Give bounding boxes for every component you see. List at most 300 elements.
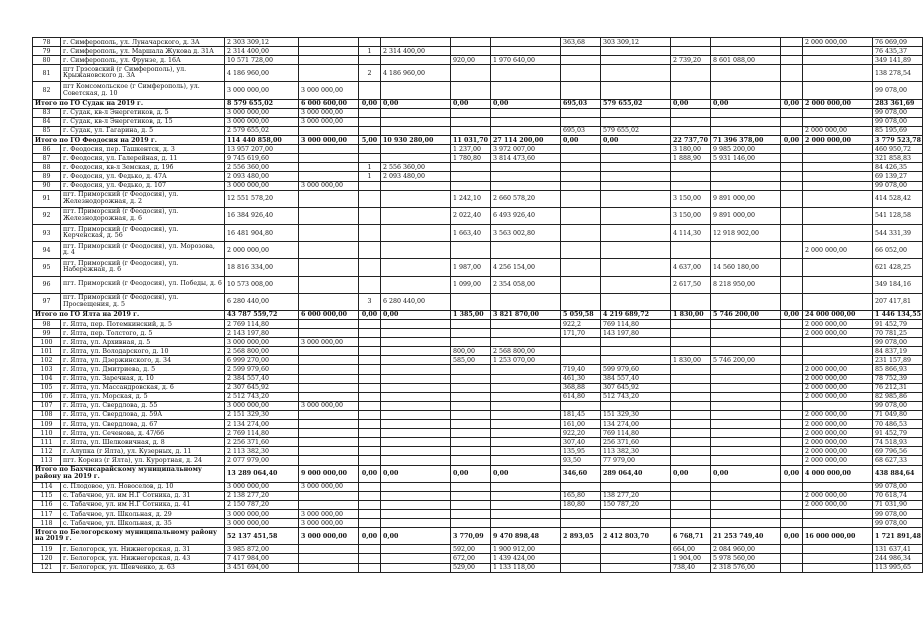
table-cell: 0,00 xyxy=(359,310,381,319)
table-cell: 3 000 000,00 xyxy=(299,117,359,126)
table-cell xyxy=(671,410,711,419)
table-cell: г. Ялта, ул. Дзержинского, д. 34 xyxy=(61,356,225,365)
table-cell xyxy=(451,338,491,347)
table-cell: 76 435,37 xyxy=(873,47,923,56)
table-cell: 2 077 979,00 xyxy=(225,456,299,465)
table-cell: 16 481 904,80 xyxy=(225,224,299,241)
table-cell: 99 078,00 xyxy=(873,108,923,117)
table-cell: 181,45 xyxy=(561,410,601,419)
table-cell: 52 137 451,58 xyxy=(225,528,299,545)
table-cell: 3 000 000,00 xyxy=(299,482,359,491)
table-cell: 1 900 912,00 xyxy=(491,545,561,554)
table-cell: 91 452,79 xyxy=(873,320,923,329)
table-cell: 74 518,93 xyxy=(873,438,923,447)
table-cell xyxy=(671,401,711,410)
table-cell: 85 xyxy=(33,126,61,135)
table-cell: 151 329,30 xyxy=(601,410,671,419)
table-cell xyxy=(491,126,561,135)
table-cell xyxy=(601,47,671,56)
table-cell: 9 470 898,48 xyxy=(491,528,561,545)
table-cell xyxy=(803,56,873,65)
table-cell xyxy=(299,374,359,383)
table-cell xyxy=(359,117,381,126)
table-cell: 11 031,70 xyxy=(451,136,491,145)
table-row xyxy=(33,117,923,126)
table-cell xyxy=(561,259,601,276)
table-cell: 114 xyxy=(33,482,61,491)
table-cell: 5 059,58 xyxy=(561,310,601,319)
table-cell xyxy=(781,563,803,572)
table-cell: 738,40 xyxy=(671,563,711,572)
table-row xyxy=(33,145,923,154)
table-cell: 121 xyxy=(33,563,61,572)
table-cell xyxy=(561,293,601,310)
table-cell xyxy=(561,207,601,224)
table-cell xyxy=(451,38,491,47)
table-cell xyxy=(451,519,491,528)
table-cell: 1 830,00 xyxy=(671,356,711,365)
table-cell xyxy=(671,383,711,392)
table-cell xyxy=(299,347,359,356)
table-cell: 114 440 858,00 xyxy=(225,136,299,145)
table-cell xyxy=(299,293,359,310)
table-cell xyxy=(299,456,359,465)
table-cell xyxy=(359,401,381,410)
table-cell xyxy=(299,126,359,135)
table-cell xyxy=(781,482,803,491)
table-cell xyxy=(561,163,601,172)
table-cell xyxy=(359,447,381,456)
table-cell xyxy=(299,383,359,392)
table-cell: с. Табачное, ул. Школьная, д. 35 xyxy=(61,519,225,528)
table-cell xyxy=(491,65,561,82)
table-cell xyxy=(381,242,451,259)
table-cell xyxy=(781,347,803,356)
table-cell: г. Феодосия, кв-л Земская, д. 19б xyxy=(61,163,225,172)
table-cell: 24 000 000,00 xyxy=(803,310,873,319)
table-cell: 2 579 655,02 xyxy=(225,126,299,135)
table-cell xyxy=(491,491,561,500)
table-cell xyxy=(561,172,601,181)
table-cell: 2 000 000,00 xyxy=(225,242,299,259)
table-cell: 2 000 000,00 xyxy=(803,320,873,329)
table-cell xyxy=(803,154,873,163)
table-cell: 3 000 000,00 xyxy=(299,528,359,545)
table-cell: 1 133 118,00 xyxy=(491,563,561,572)
table-cell xyxy=(381,108,451,117)
table-row xyxy=(33,338,923,347)
table-cell: г. Судак, кв-л Энергетиков, д. 15 xyxy=(61,117,225,126)
table-cell: 2 150 787,20 xyxy=(225,500,299,509)
table-cell: 96 xyxy=(33,276,61,293)
table-cell: 585,00 xyxy=(451,356,491,365)
table-cell: 143 197,80 xyxy=(601,329,671,338)
table-cell: 117 xyxy=(33,509,61,518)
table-cell xyxy=(561,338,601,347)
table-cell: 1 830,00 xyxy=(671,310,711,319)
table-cell xyxy=(561,82,601,99)
table-cell: 0,00 xyxy=(601,136,671,145)
table-cell: г. Судак, ул. Гагарина, д. 5 xyxy=(61,126,225,135)
table-cell: пгт. Приморский (г Феодосия), ул. Керченская, д. 56 xyxy=(61,224,225,241)
table-cell xyxy=(781,509,803,518)
table-cell: г. Симферополь, ул. Маршала Жукова д. 31А xyxy=(61,47,225,56)
table-cell: 2 303 309,12 xyxy=(225,38,299,47)
table-cell: 1 385,00 xyxy=(451,310,491,319)
table-cell xyxy=(781,172,803,181)
table-cell xyxy=(711,126,781,135)
table-cell xyxy=(561,347,601,356)
table-cell: 0,00 xyxy=(451,99,491,108)
table-cell: 2 384 557,40 xyxy=(225,374,299,383)
table-cell xyxy=(781,438,803,447)
table-cell: 68 627,33 xyxy=(873,456,923,465)
table-cell xyxy=(359,338,381,347)
table-cell xyxy=(451,392,491,401)
table-cell: г. Ялта, пер. Потемкинский, д. 5 xyxy=(61,320,225,329)
table-cell: 70 618,74 xyxy=(873,491,923,500)
table-cell: 111 xyxy=(33,438,61,447)
table-cell: 3 150,00 xyxy=(671,207,711,224)
table-cell: 70 486,53 xyxy=(873,420,923,429)
table-cell: 695,03 xyxy=(561,99,601,108)
table-cell xyxy=(601,509,671,518)
table-cell xyxy=(601,259,671,276)
table-cell xyxy=(671,347,711,356)
table-cell: 80 xyxy=(33,56,61,65)
table-cell xyxy=(781,259,803,276)
table-cell: 2 000 000,00 xyxy=(803,491,873,500)
table-row xyxy=(33,438,923,447)
table-cell: 1 987,00 xyxy=(451,259,491,276)
table-cell: 3 180,00 xyxy=(671,145,711,154)
table-cell: 438 884,64 xyxy=(873,465,923,482)
total-label: Итого по Бахчисарайскому муниципальному району на 2019 г. xyxy=(33,465,225,482)
table-cell xyxy=(671,438,711,447)
table-cell: г. Судак, кв-л Энергетиков, д. 5 xyxy=(61,108,225,117)
table-cell xyxy=(299,190,359,207)
table-cell: 83 xyxy=(33,108,61,117)
table-cell xyxy=(671,374,711,383)
table-cell: г. Феодосия, пер. Ташкентск, д. 3 xyxy=(61,145,225,154)
table-cell: 70 781,25 xyxy=(873,329,923,338)
table-cell: 256 371,60 xyxy=(601,438,671,447)
table-row xyxy=(33,429,923,438)
table-cell xyxy=(491,163,561,172)
table-cell xyxy=(781,401,803,410)
table-cell xyxy=(381,456,451,465)
table-cell: 1 439 424,00 xyxy=(491,554,561,563)
table-cell xyxy=(781,356,803,365)
total-label: Итого по ГО Судак на 2019 г. xyxy=(33,99,225,108)
table-cell xyxy=(451,320,491,329)
table-cell xyxy=(601,172,671,181)
table-row xyxy=(33,545,923,554)
table-cell: 3 000 000,00 xyxy=(299,338,359,347)
table-cell xyxy=(601,65,671,82)
table-cell: г. Ялта, ул. Шелковичная, д. 8 xyxy=(61,438,225,447)
table-cell: 231 157,89 xyxy=(873,356,923,365)
table-cell: 108 xyxy=(33,410,61,419)
table-cell xyxy=(359,491,381,500)
table-cell xyxy=(381,563,451,572)
table-cell: 621 428,25 xyxy=(873,259,923,276)
total-row xyxy=(33,465,923,482)
table-cell: 346,60 xyxy=(561,465,601,482)
table-cell: 10 573 008,00 xyxy=(225,276,299,293)
table-cell xyxy=(711,500,781,509)
table-cell xyxy=(601,545,671,554)
table-cell xyxy=(451,117,491,126)
table-row xyxy=(33,126,923,135)
table-row xyxy=(33,420,923,429)
table-cell: 800,00 xyxy=(451,347,491,356)
total-row xyxy=(33,99,923,108)
table-cell xyxy=(561,563,601,572)
table-cell xyxy=(803,259,873,276)
table-cell: 2 138 277,20 xyxy=(225,491,299,500)
table-cell: 109 xyxy=(33,420,61,429)
table-cell xyxy=(601,154,671,163)
table-cell: 6 280 440,00 xyxy=(381,293,451,310)
table-cell: 99 078,00 xyxy=(873,401,923,410)
table-cell xyxy=(299,65,359,82)
table-cell xyxy=(381,117,451,126)
table-cell xyxy=(601,82,671,99)
table-cell xyxy=(803,108,873,117)
table-cell: г. Ялта, ул. Свердлова, д. 67 xyxy=(61,420,225,429)
table-cell xyxy=(781,320,803,329)
table-cell xyxy=(803,356,873,365)
table-cell xyxy=(711,242,781,259)
table-cell xyxy=(671,82,711,99)
table-cell xyxy=(381,519,451,528)
table-cell xyxy=(451,293,491,310)
table-cell xyxy=(359,154,381,163)
table-cell: 2 000 000,00 xyxy=(803,126,873,135)
table-cell: 0,00 xyxy=(781,465,803,482)
table-cell: 21 253 749,40 xyxy=(711,528,781,545)
table-cell xyxy=(711,365,781,374)
table-cell xyxy=(359,563,381,572)
table-cell xyxy=(561,154,601,163)
table-cell: 16 000 000,00 xyxy=(803,528,873,545)
table-cell xyxy=(781,65,803,82)
table-cell: 18 816 334,00 xyxy=(225,259,299,276)
table-cell xyxy=(711,320,781,329)
table-cell: 2 739,20 xyxy=(671,56,711,65)
table-cell xyxy=(711,82,781,99)
table-cell: 3 985 872,00 xyxy=(225,545,299,554)
table-row xyxy=(33,82,923,99)
table-cell xyxy=(359,519,381,528)
table-cell xyxy=(711,293,781,310)
table-cell: 2 660 578,20 xyxy=(491,190,561,207)
table-cell: 2 318 576,00 xyxy=(711,563,781,572)
table-cell xyxy=(491,242,561,259)
table-cell: 3 972 007,00 xyxy=(491,145,561,154)
table-cell xyxy=(491,392,561,401)
table-cell xyxy=(781,429,803,438)
table-cell xyxy=(711,456,781,465)
table-cell xyxy=(359,224,381,241)
table-cell: 2 000 000,00 xyxy=(803,429,873,438)
table-cell: 0,00 xyxy=(491,99,561,108)
table-row xyxy=(33,401,923,410)
table-cell xyxy=(711,401,781,410)
table-cell: 512 743,20 xyxy=(601,392,671,401)
table-cell: 1 446 134,55 xyxy=(873,310,923,319)
table-cell: 2 093 480,00 xyxy=(381,172,451,181)
table-cell: с. Плодовое, ул. Новоселов, д. 10 xyxy=(61,482,225,491)
table-cell xyxy=(451,429,491,438)
table-cell: 2 512 743,20 xyxy=(225,392,299,401)
table-cell xyxy=(381,383,451,392)
table-cell: 769 114,80 xyxy=(601,429,671,438)
table-cell: 2 093 480,00 xyxy=(225,172,299,181)
table-cell xyxy=(299,47,359,56)
table-cell: г. Алупка (г Ялта), ул. Кузерных, д. 11 xyxy=(61,447,225,456)
table-cell xyxy=(781,276,803,293)
table-cell xyxy=(299,242,359,259)
table-cell: 103 xyxy=(33,365,61,374)
table-cell xyxy=(671,429,711,438)
table-cell: 4 186 960,00 xyxy=(225,65,299,82)
table-cell: 0,00 xyxy=(491,465,561,482)
table-cell xyxy=(299,320,359,329)
table-cell xyxy=(359,329,381,338)
table-cell xyxy=(601,554,671,563)
table-cell: 922,20 xyxy=(561,429,601,438)
table-cell: 0,00 xyxy=(671,99,711,108)
table-cell xyxy=(491,438,561,447)
table-cell: 150 787,20 xyxy=(601,500,671,509)
table-cell xyxy=(671,509,711,518)
table-cell: 2 113 382,30 xyxy=(225,447,299,456)
table-cell xyxy=(359,38,381,47)
table-cell: 9 000 000,00 xyxy=(299,465,359,482)
table-cell: 85 866,93 xyxy=(873,365,923,374)
table-cell: 84 426,35 xyxy=(873,163,923,172)
table-cell xyxy=(381,429,451,438)
table-cell xyxy=(781,365,803,374)
table-cell: 283 361,69 xyxy=(873,99,923,108)
table-cell xyxy=(781,145,803,154)
table-cell xyxy=(491,429,561,438)
table-cell xyxy=(781,108,803,117)
table-cell: 0,00 xyxy=(711,465,781,482)
table-cell xyxy=(299,356,359,365)
table-cell xyxy=(781,554,803,563)
total-label: Итого по ГО Ялта на 2019 г. xyxy=(33,310,225,319)
table-cell: 78 xyxy=(33,38,61,47)
table-cell: 3 000 000,00 xyxy=(299,401,359,410)
table-cell xyxy=(561,117,601,126)
table-cell xyxy=(491,456,561,465)
table-cell xyxy=(299,438,359,447)
table-cell: 100 xyxy=(33,338,61,347)
table-cell: 0,00 xyxy=(781,528,803,545)
table-cell xyxy=(381,356,451,365)
table-row xyxy=(33,56,923,65)
table-cell: 3 814 473,60 xyxy=(491,154,561,163)
table-cell xyxy=(299,38,359,47)
table-cell xyxy=(299,491,359,500)
table-cell xyxy=(299,500,359,509)
table-cell: 1 xyxy=(359,172,381,181)
table-cell xyxy=(561,401,601,410)
table-cell: 3 000 000,00 xyxy=(225,482,299,491)
table-cell: 460 950,72 xyxy=(873,145,923,154)
table-cell xyxy=(561,554,601,563)
table-row xyxy=(33,65,923,82)
table-cell xyxy=(491,410,561,419)
table-cell: 165,80 xyxy=(561,491,601,500)
table-cell xyxy=(781,519,803,528)
table-cell: 922,2 xyxy=(561,320,601,329)
table-cell xyxy=(711,420,781,429)
table-cell: 579 655,02 xyxy=(601,126,671,135)
table-cell xyxy=(781,374,803,383)
table-cell: 6 768,71 xyxy=(671,528,711,545)
table-cell xyxy=(359,438,381,447)
table-cell xyxy=(781,117,803,126)
table-cell xyxy=(381,554,451,563)
table-cell: 3 000 000,00 xyxy=(225,108,299,117)
table-cell: 2 000 000,00 xyxy=(803,99,873,108)
table-cell xyxy=(671,329,711,338)
table-cell: 920,00 xyxy=(451,56,491,65)
table-cell xyxy=(451,456,491,465)
table-cell xyxy=(781,224,803,241)
table-row xyxy=(33,347,923,356)
table-cell xyxy=(601,338,671,347)
table-cell xyxy=(381,420,451,429)
table-row xyxy=(33,392,923,401)
table-cell xyxy=(711,482,781,491)
table-cell xyxy=(601,276,671,293)
table-cell xyxy=(671,392,711,401)
table-cell: 2 000 000,00 xyxy=(803,500,873,509)
table-cell: 207 417,81 xyxy=(873,293,923,310)
table-cell xyxy=(451,242,491,259)
table-cell xyxy=(381,482,451,491)
table-cell: 3 000 000,00 xyxy=(225,181,299,190)
table-cell: г. Белогорск, ул. Нижнегорская, д. 31 xyxy=(61,545,225,554)
table-cell xyxy=(299,429,359,438)
table-row xyxy=(33,320,923,329)
table-cell xyxy=(711,347,781,356)
table-cell xyxy=(491,383,561,392)
table-cell: 120 xyxy=(33,554,61,563)
table-cell: 672,00 xyxy=(451,554,491,563)
total-label: Итого по ГО Феодосия на 2019 г. xyxy=(33,136,225,145)
table-cell xyxy=(381,545,451,554)
table-cell xyxy=(711,329,781,338)
table-cell: 85 195,69 xyxy=(873,126,923,135)
table-cell xyxy=(359,356,381,365)
table-cell: 76 212,31 xyxy=(873,383,923,392)
table-cell: 3 000 000,00 xyxy=(299,509,359,518)
table-cell xyxy=(803,181,873,190)
table-cell xyxy=(451,172,491,181)
table-cell: 2 412 803,70 xyxy=(601,528,671,545)
table-cell: 99 078,00 xyxy=(873,82,923,99)
table-cell xyxy=(561,65,601,82)
table-cell xyxy=(299,365,359,374)
table-cell xyxy=(803,401,873,410)
table-cell xyxy=(491,47,561,56)
